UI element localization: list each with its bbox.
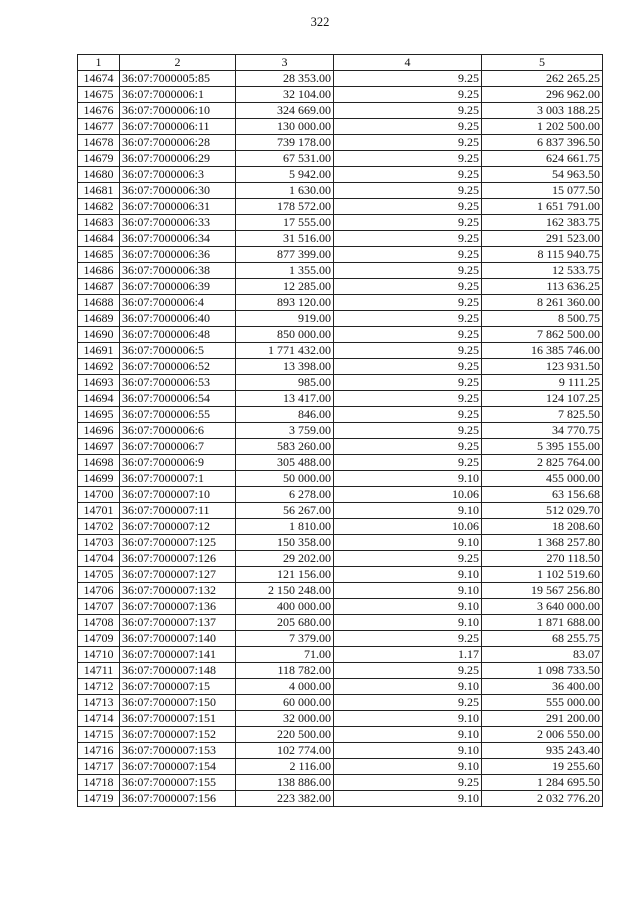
value-cell: 60 000.00 — [236, 695, 334, 711]
cadastral-number-cell: 36:07:7000007:12 — [120, 519, 236, 535]
total-cell: 124 107.25 — [482, 391, 603, 407]
total-cell: 512 029.70 — [482, 503, 603, 519]
rate-cell: 9.25 — [334, 71, 482, 87]
value-cell: 850 000.00 — [236, 327, 334, 343]
total-cell: 3 640 000.00 — [482, 599, 603, 615]
value-cell: 205 680.00 — [236, 615, 334, 631]
table-row — [78, 743, 603, 759]
table-row — [78, 167, 603, 183]
row-number-cell: 14691 — [78, 343, 120, 359]
table-row — [78, 759, 603, 775]
table-row — [78, 647, 603, 663]
table-row — [78, 71, 603, 87]
value-cell: 5 942.00 — [236, 167, 334, 183]
value-cell: 1 771 432.00 — [236, 343, 334, 359]
value-cell: 138 886.00 — [236, 775, 334, 791]
value-cell: 178 572.00 — [236, 199, 334, 215]
row-number-cell: 14697 — [78, 439, 120, 455]
row-number-cell: 14679 — [78, 151, 120, 167]
table-row — [78, 791, 603, 807]
cadastral-number-cell: 36:07:7000007:141 — [120, 647, 236, 663]
total-cell: 18 208.60 — [482, 519, 603, 535]
value-cell: 50 000.00 — [236, 471, 334, 487]
total-cell: 113 636.25 — [482, 279, 603, 295]
cadastral-number-cell: 36:07:7000007:15 — [120, 679, 236, 695]
cadastral-number-cell: 36:07:7000006:31 — [120, 199, 236, 215]
total-cell: 6 837 396.50 — [482, 135, 603, 151]
cadastral-number-cell: 36:07:7000006:3 — [120, 167, 236, 183]
total-cell: 8 261 360.00 — [482, 295, 603, 311]
cadastral-number-cell: 36:07:7000007:126 — [120, 551, 236, 567]
cadastral-number-cell: 36:07:7000007:132 — [120, 583, 236, 599]
value-cell: 121 156.00 — [236, 567, 334, 583]
table-row — [78, 247, 603, 263]
row-number-cell: 14689 — [78, 311, 120, 327]
table-row — [78, 711, 603, 727]
rate-cell: 9.25 — [334, 103, 482, 119]
row-number-cell: 14718 — [78, 775, 120, 791]
total-cell: 1 202 500.00 — [482, 119, 603, 135]
total-cell: 291 200.00 — [482, 711, 603, 727]
row-number-cell: 14707 — [78, 599, 120, 615]
table-row — [78, 263, 603, 279]
total-cell: 1 102 519.60 — [482, 567, 603, 583]
cadastral-number-cell: 36:07:7000006:48 — [120, 327, 236, 343]
cadastral-number-cell: 36:07:7000005:85 — [120, 71, 236, 87]
cadastral-number-cell: 36:07:7000007:154 — [120, 759, 236, 775]
cadastral-number-cell: 36:07:7000007:125 — [120, 535, 236, 551]
rate-cell: 9.25 — [334, 119, 482, 135]
cadastral-number-cell: 36:07:7000006:5 — [120, 343, 236, 359]
value-cell: 877 399.00 — [236, 247, 334, 263]
rate-cell: 9.25 — [334, 455, 482, 471]
value-cell: 28 353.00 — [236, 71, 334, 87]
row-number-cell: 14708 — [78, 615, 120, 631]
rate-cell: 9.25 — [334, 135, 482, 151]
rate-cell: 9.10 — [334, 727, 482, 743]
rate-cell: 9.10 — [334, 567, 482, 583]
cadastral-number-cell: 36:07:7000006:4 — [120, 295, 236, 311]
row-number-cell: 14699 — [78, 471, 120, 487]
page-number: 322 — [310, 15, 330, 29]
row-number-cell: 14695 — [78, 407, 120, 423]
value-cell: 118 782.00 — [236, 663, 334, 679]
total-cell: 54 963.50 — [482, 167, 603, 183]
total-cell: 624 661.75 — [482, 151, 603, 167]
value-cell: 6 278.00 — [236, 487, 334, 503]
total-cell: 8 115 940.75 — [482, 247, 603, 263]
row-number-cell: 14714 — [78, 711, 120, 727]
total-cell: 36 400.00 — [482, 679, 603, 695]
table-row — [78, 455, 603, 471]
table-row — [78, 519, 603, 535]
table-row — [78, 775, 603, 791]
row-number-cell: 14686 — [78, 263, 120, 279]
rate-cell: 9.25 — [334, 551, 482, 567]
table-row — [78, 599, 603, 615]
rate-cell: 9.25 — [334, 663, 482, 679]
rate-cell: 9.25 — [334, 343, 482, 359]
total-cell: 12 533.75 — [482, 263, 603, 279]
rate-cell: 9.25 — [334, 407, 482, 423]
value-cell: 1 355.00 — [236, 263, 334, 279]
value-cell: 67 531.00 — [236, 151, 334, 167]
cadastral-number-cell: 36:07:7000007:136 — [120, 599, 236, 615]
total-cell: 555 000.00 — [482, 695, 603, 711]
column-header: 1 — [78, 55, 120, 71]
row-number-cell: 14711 — [78, 663, 120, 679]
row-number-cell: 14687 — [78, 279, 120, 295]
row-number-cell: 14674 — [78, 71, 120, 87]
cadastral-number-cell: 36:07:7000006:9 — [120, 455, 236, 471]
rate-cell: 9.25 — [334, 151, 482, 167]
value-cell: 1 630.00 — [236, 183, 334, 199]
table-row — [78, 471, 603, 487]
rate-cell: 9.25 — [334, 311, 482, 327]
rate-cell: 9.10 — [334, 743, 482, 759]
column-header: 4 — [334, 55, 482, 71]
table-row — [78, 407, 603, 423]
value-cell: 919.00 — [236, 311, 334, 327]
row-number-cell: 14716 — [78, 743, 120, 759]
row-number-cell: 14701 — [78, 503, 120, 519]
total-cell: 19 255.60 — [482, 759, 603, 775]
cadastral-number-cell: 36:07:7000006:39 — [120, 279, 236, 295]
table-row — [78, 183, 603, 199]
table-row — [78, 87, 603, 103]
cadastral-number-cell: 36:07:7000007:11 — [120, 503, 236, 519]
table-body — [78, 71, 603, 807]
value-cell: 13 398.00 — [236, 359, 334, 375]
rate-cell: 9.10 — [334, 599, 482, 615]
value-cell: 3 759.00 — [236, 423, 334, 439]
rate-cell: 9.10 — [334, 503, 482, 519]
data-table — [77, 54, 603, 807]
table-row — [78, 583, 603, 599]
total-cell: 3 003 188.25 — [482, 103, 603, 119]
table-row — [78, 695, 603, 711]
value-cell: 13 417.00 — [236, 391, 334, 407]
value-cell: 32 104.00 — [236, 87, 334, 103]
total-cell: 83.07 — [482, 647, 603, 663]
cadastral-number-cell: 36:07:7000006:6 — [120, 423, 236, 439]
cadastral-number-cell: 36:07:7000006:1 — [120, 87, 236, 103]
rate-cell: 9.10 — [334, 791, 482, 807]
value-cell: 12 285.00 — [236, 279, 334, 295]
row-number-cell: 14676 — [78, 103, 120, 119]
table-row — [78, 439, 603, 455]
value-cell: 324 669.00 — [236, 103, 334, 119]
total-cell: 935 243.40 — [482, 743, 603, 759]
rate-cell: 9.25 — [334, 631, 482, 647]
table-row — [78, 375, 603, 391]
total-cell: 15 077.50 — [482, 183, 603, 199]
row-number-cell: 14680 — [78, 167, 120, 183]
total-cell: 8 500.75 — [482, 311, 603, 327]
value-cell: 4 000.00 — [236, 679, 334, 695]
rate-cell: 9.25 — [334, 279, 482, 295]
cadastral-number-cell: 36:07:7000006:10 — [120, 103, 236, 119]
table-row — [78, 119, 603, 135]
row-number-cell: 14702 — [78, 519, 120, 535]
cadastral-number-cell: 36:07:7000007:10 — [120, 487, 236, 503]
total-cell: 7 825.50 — [482, 407, 603, 423]
total-cell: 291 523.00 — [482, 231, 603, 247]
rate-cell: 1.17 — [334, 647, 482, 663]
cadastral-number-cell: 36:07:7000006:33 — [120, 215, 236, 231]
total-cell: 455 000.00 — [482, 471, 603, 487]
total-cell: 1 651 791.00 — [482, 199, 603, 215]
table-row — [78, 391, 603, 407]
value-cell: 1 810.00 — [236, 519, 334, 535]
row-number-cell: 14678 — [78, 135, 120, 151]
cadastral-number-cell: 36:07:7000006:54 — [120, 391, 236, 407]
rate-cell: 9.10 — [334, 679, 482, 695]
rate-cell: 9.25 — [334, 423, 482, 439]
row-number-cell: 14705 — [78, 567, 120, 583]
row-number-cell: 14700 — [78, 487, 120, 503]
total-cell: 2 006 550.00 — [482, 727, 603, 743]
row-number-cell: 14710 — [78, 647, 120, 663]
cadastral-number-cell: 36:07:7000007:156 — [120, 791, 236, 807]
table-row — [78, 103, 603, 119]
cadastral-number-cell: 36:07:7000006:29 — [120, 151, 236, 167]
rate-cell: 9.10 — [334, 471, 482, 487]
value-cell: 56 267.00 — [236, 503, 334, 519]
cadastral-number-cell: 36:07:7000006:11 — [120, 119, 236, 135]
row-number-cell: 14703 — [78, 535, 120, 551]
cadastral-number-cell: 36:07:7000006:40 — [120, 311, 236, 327]
row-number-cell: 14706 — [78, 583, 120, 599]
rate-cell: 9.10 — [334, 535, 482, 551]
row-number-cell: 14685 — [78, 247, 120, 263]
table-row — [78, 135, 603, 151]
total-cell: 7 862 500.00 — [482, 327, 603, 343]
table-row — [78, 423, 603, 439]
table-row — [78, 327, 603, 343]
row-number-cell: 14713 — [78, 695, 120, 711]
rate-cell: 9.25 — [334, 375, 482, 391]
total-cell: 19 567 256.80 — [482, 583, 603, 599]
cadastral-number-cell: 36:07:7000006:28 — [120, 135, 236, 151]
rate-cell: 9.25 — [334, 183, 482, 199]
row-number-cell: 14717 — [78, 759, 120, 775]
cadastral-number-cell: 36:07:7000007:155 — [120, 775, 236, 791]
table-row — [78, 487, 603, 503]
total-cell: 162 383.75 — [482, 215, 603, 231]
cadastral-number-cell: 36:07:7000006:38 — [120, 263, 236, 279]
rate-cell: 9.10 — [334, 615, 482, 631]
rate-cell: 9.25 — [334, 167, 482, 183]
total-cell: 1 871 688.00 — [482, 615, 603, 631]
row-number-cell: 14693 — [78, 375, 120, 391]
table-row — [78, 151, 603, 167]
column-header: 2 — [120, 55, 236, 71]
table-row — [78, 343, 603, 359]
rate-cell: 9.25 — [334, 439, 482, 455]
row-number-cell: 14683 — [78, 215, 120, 231]
value-cell: 7 379.00 — [236, 631, 334, 647]
rate-cell: 9.25 — [334, 199, 482, 215]
rate-cell: 9.10 — [334, 759, 482, 775]
cadastral-number-cell: 36:07:7000006:52 — [120, 359, 236, 375]
value-cell: 150 358.00 — [236, 535, 334, 551]
cadastral-number-cell: 36:07:7000007:153 — [120, 743, 236, 759]
cadastral-number-cell: 36:07:7000007:150 — [120, 695, 236, 711]
cadastral-number-cell: 36:07:7000006:7 — [120, 439, 236, 455]
table-row — [78, 663, 603, 679]
row-number-cell: 14704 — [78, 551, 120, 567]
cadastral-number-cell: 36:07:7000007:140 — [120, 631, 236, 647]
value-cell: 400 000.00 — [236, 599, 334, 615]
total-cell: 2 825 764.00 — [482, 455, 603, 471]
total-cell: 1 368 257.80 — [482, 535, 603, 551]
table-row — [78, 279, 603, 295]
value-cell: 32 000.00 — [236, 711, 334, 727]
value-cell: 893 120.00 — [236, 295, 334, 311]
total-cell: 9 111.25 — [482, 375, 603, 391]
cadastral-number-cell: 36:07:7000007:148 — [120, 663, 236, 679]
row-number-cell: 14694 — [78, 391, 120, 407]
table-row — [78, 727, 603, 743]
table-row — [78, 199, 603, 215]
value-cell: 583 260.00 — [236, 439, 334, 455]
total-cell: 270 118.50 — [482, 551, 603, 567]
cadastral-number-cell: 36:07:7000006:55 — [120, 407, 236, 423]
row-number-cell: 14688 — [78, 295, 120, 311]
value-cell: 29 202.00 — [236, 551, 334, 567]
table-row — [78, 567, 603, 583]
cadastral-number-cell: 36:07:7000007:151 — [120, 711, 236, 727]
value-cell: 31 516.00 — [236, 231, 334, 247]
table-row — [78, 311, 603, 327]
value-cell: 2 116.00 — [236, 759, 334, 775]
value-cell: 71.00 — [236, 647, 334, 663]
value-cell: 220 500.00 — [236, 727, 334, 743]
total-cell: 262 265.25 — [482, 71, 603, 87]
cadastral-number-cell: 36:07:7000007:152 — [120, 727, 236, 743]
cadastral-number-cell: 36:07:7000007:137 — [120, 615, 236, 631]
total-cell: 2 032 776.20 — [482, 791, 603, 807]
rate-cell: 9.25 — [334, 775, 482, 791]
table-row — [78, 615, 603, 631]
table-row — [78, 503, 603, 519]
cadastral-number-cell: 36:07:7000006:34 — [120, 231, 236, 247]
total-cell: 63 156.68 — [482, 487, 603, 503]
cadastral-number-cell: 36:07:7000006:30 — [120, 183, 236, 199]
total-cell: 123 931.50 — [482, 359, 603, 375]
row-number-cell: 14690 — [78, 327, 120, 343]
rate-cell: 9.25 — [334, 263, 482, 279]
row-number-cell: 14696 — [78, 423, 120, 439]
value-cell: 17 555.00 — [236, 215, 334, 231]
value-cell: 739 178.00 — [236, 135, 334, 151]
rate-cell: 9.25 — [334, 327, 482, 343]
row-number-cell: 14719 — [78, 791, 120, 807]
cadastral-number-cell: 36:07:7000006:53 — [120, 375, 236, 391]
row-number-cell: 14712 — [78, 679, 120, 695]
value-cell: 2 150 248.00 — [236, 583, 334, 599]
total-cell: 68 255.75 — [482, 631, 603, 647]
value-cell: 130 000.00 — [236, 119, 334, 135]
row-number-cell: 14698 — [78, 455, 120, 471]
value-cell: 305 488.00 — [236, 455, 334, 471]
rate-cell: 10.06 — [334, 487, 482, 503]
table-row — [78, 679, 603, 695]
table-row — [78, 215, 603, 231]
column-header: 5 — [482, 55, 603, 71]
cadastral-number-cell: 36:07:7000007:127 — [120, 567, 236, 583]
cadastral-number-cell: 36:07:7000007:1 — [120, 471, 236, 487]
table-header-row — [78, 55, 603, 71]
row-number-cell: 14692 — [78, 359, 120, 375]
row-number-cell: 14681 — [78, 183, 120, 199]
total-cell: 1 098 733.50 — [482, 663, 603, 679]
row-number-cell: 14682 — [78, 199, 120, 215]
total-cell: 16 385 746.00 — [482, 343, 603, 359]
table-row — [78, 295, 603, 311]
row-number-cell: 14677 — [78, 119, 120, 135]
rate-cell: 9.25 — [334, 231, 482, 247]
rate-cell: 9.10 — [334, 583, 482, 599]
row-number-cell: 14675 — [78, 87, 120, 103]
rate-cell: 9.25 — [334, 391, 482, 407]
row-number-cell: 14709 — [78, 631, 120, 647]
table-row — [78, 231, 603, 247]
rate-cell: 9.25 — [334, 247, 482, 263]
rate-cell: 9.25 — [334, 215, 482, 231]
total-cell: 296 962.00 — [482, 87, 603, 103]
total-cell: 5 395 155.00 — [482, 439, 603, 455]
value-cell: 102 774.00 — [236, 743, 334, 759]
table-row — [78, 551, 603, 567]
cadastral-number-cell: 36:07:7000006:36 — [120, 247, 236, 263]
table-row — [78, 631, 603, 647]
rate-cell: 9.25 — [334, 295, 482, 311]
table-row — [78, 535, 603, 551]
value-cell: 223 382.00 — [236, 791, 334, 807]
rate-cell: 9.25 — [334, 359, 482, 375]
rate-cell: 9.25 — [334, 87, 482, 103]
total-cell: 1 284 695.50 — [482, 775, 603, 791]
rate-cell: 9.25 — [334, 695, 482, 711]
table-row — [78, 359, 603, 375]
rate-cell: 10.06 — [334, 519, 482, 535]
value-cell: 846.00 — [236, 407, 334, 423]
row-number-cell: 14715 — [78, 727, 120, 743]
total-cell: 34 770.75 — [482, 423, 603, 439]
row-number-cell: 14684 — [78, 231, 120, 247]
column-header: 3 — [236, 55, 334, 71]
value-cell: 985.00 — [236, 375, 334, 391]
rate-cell: 9.10 — [334, 711, 482, 727]
